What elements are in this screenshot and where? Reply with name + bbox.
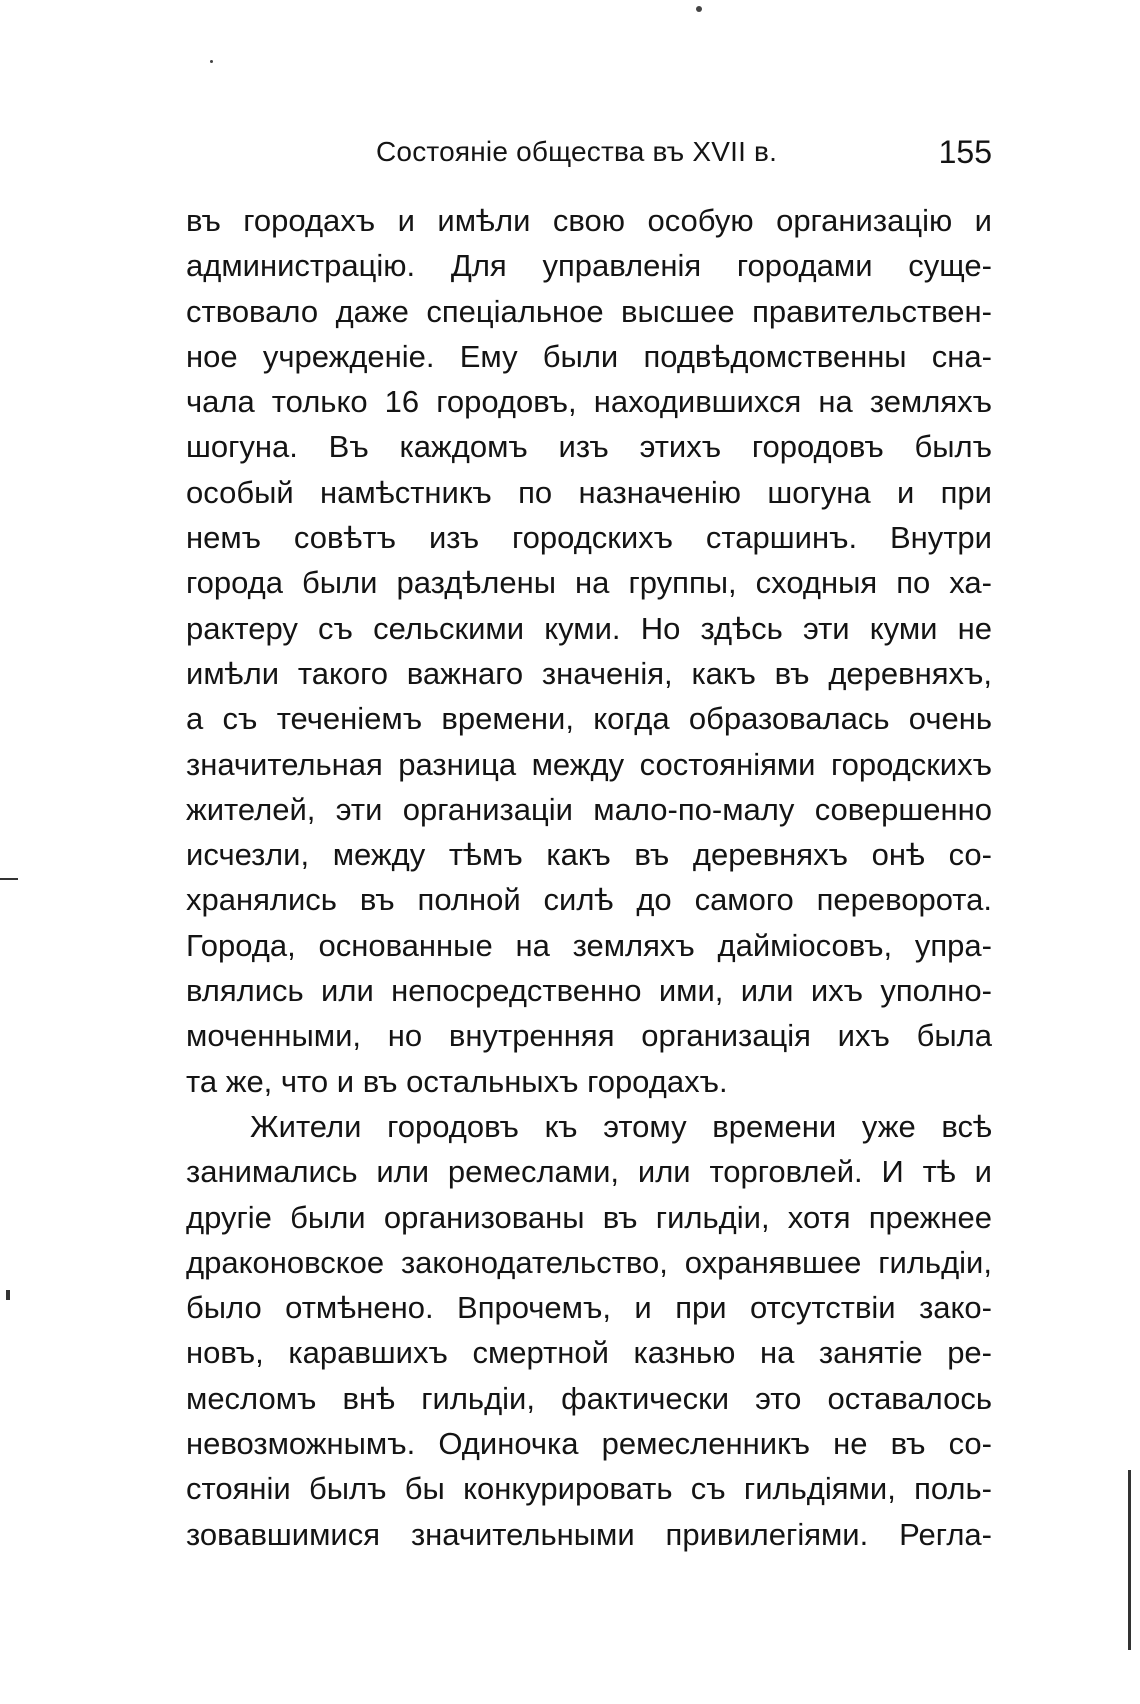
- scan-speck: [696, 6, 702, 12]
- paragraph-1: [186, 198, 992, 1104]
- scan-edge-mark: [1128, 1470, 1131, 1650]
- text-line: чала только 16 городовъ, находившихся на земляхъ: [186, 384, 992, 420]
- text-line: немъ совѣтъ изъ городскихъ старшинъ. Внутри: [186, 520, 992, 556]
- running-head: [186, 130, 992, 180]
- text-line: въ городахъ и имѣли свою особую организацію и: [186, 203, 992, 238]
- text-line: Города, основанные на земляхъ дайміосовъ, упра-: [186, 927, 992, 963]
- text-line: стояніи былъ бы конкурировать съ гильдіями, поль-: [186, 1471, 992, 1507]
- text-line: другіе были организованы въ гильдіи, хотя прежнее: [186, 1199, 992, 1235]
- scan-edge-mark: [6, 1290, 10, 1300]
- text-line: влялись или непосредственно ими, или ихъ уполно-: [186, 973, 992, 1009]
- text-line: невозможнымъ. Одиночка ремесленникъ не въ со-: [186, 1426, 992, 1462]
- text-line: города были раздѣлены на группы, сходныя по ха-: [186, 565, 992, 601]
- text-line: ствовало даже спеціальное высшее правительствен-: [186, 293, 992, 329]
- text-line: та же, что и въ остальныхъ городахъ.: [186, 1063, 728, 1099]
- running-title: Состояніе общества въ XVII в.: [376, 136, 778, 167]
- text-line: хранялись въ полной силѣ до самого переворота.: [186, 882, 992, 918]
- paragraph-2: [186, 1104, 992, 1557]
- text-line: моченными, но внутренняя организація ихъ была: [186, 1018, 992, 1054]
- text-line: имѣли такого важнаго значенія, какъ въ деревняхъ,: [186, 655, 992, 691]
- text-line: шогуна. Въ каждомъ изъ этихъ городовъ былъ: [186, 429, 992, 465]
- text-line: исчезли, между тѣмъ какъ въ деревняхъ онѣ со-: [186, 837, 992, 873]
- text-line: значительная разница между состояніями городскихъ: [186, 746, 992, 782]
- text-line: новъ, каравшихъ смертной казнью на занятіе ре-: [186, 1335, 992, 1371]
- text-line: было отмѣнено. Впрочемъ, и при отсутствіи зако-: [186, 1290, 992, 1326]
- text-line: а съ теченіемъ времени, когда образовалась очень: [186, 701, 992, 737]
- text-line: занимались или ремеслами, или торговлей. И тѣ и: [186, 1154, 992, 1190]
- text-line: драконовское законодательство, охранявшее гильдіи,: [186, 1244, 992, 1280]
- text-line: рактеру съ сельскими куми. Но здѣсь эти куми не: [186, 610, 992, 646]
- text-line: ное учрежденіе. Ему были подвѣдомственны сна-: [186, 338, 992, 374]
- text-line: Жители городовъ къ этому времени уже всѣ: [250, 1108, 992, 1144]
- text-line: администрацію. Для управленія городами суще-: [186, 248, 992, 284]
- scan-edge-mark: [0, 878, 18, 880]
- page-number: 155: [938, 134, 992, 170]
- text-line: месломъ внѣ гильдіи, фактически это оставалось: [186, 1380, 992, 1416]
- text-line: зовавшимися значительными привилегіями. Регла-: [186, 1516, 992, 1552]
- text-line: особый намѣстникъ по назначенію шогуна и при: [186, 474, 992, 510]
- scan-speck: [210, 60, 213, 63]
- text-line: жителей, эти организаціи мало-по-малу совершенно: [186, 791, 992, 827]
- body-text: [186, 198, 992, 1557]
